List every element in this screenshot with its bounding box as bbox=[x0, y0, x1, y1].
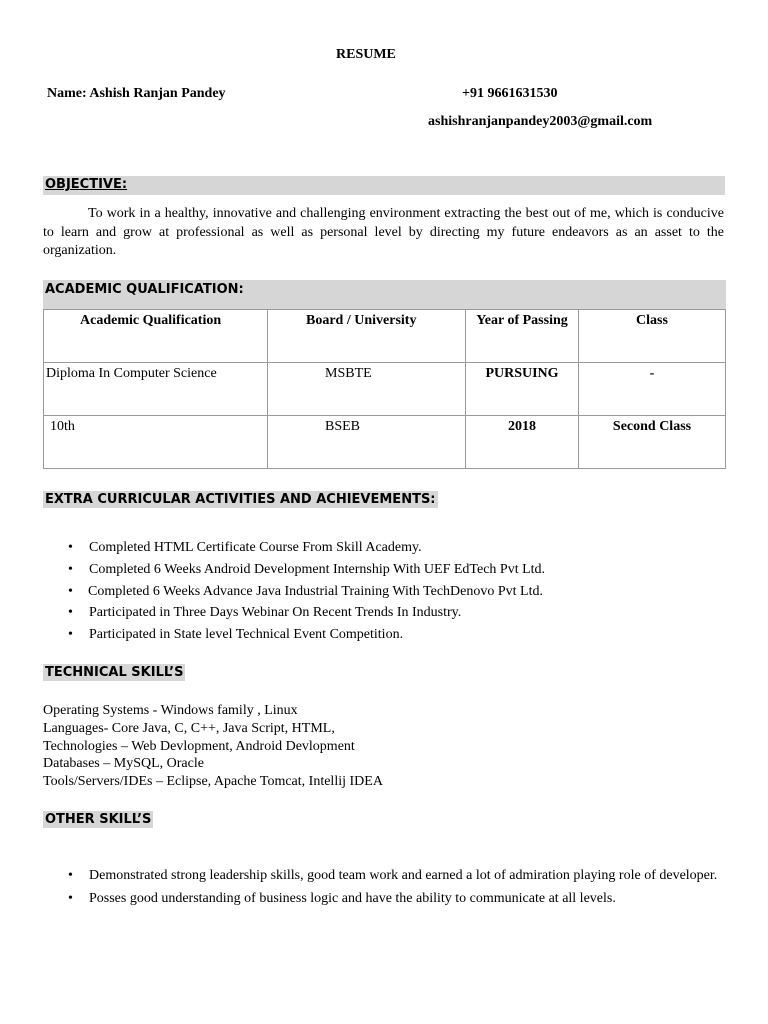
objective-heading: OBJECTIVE: bbox=[45, 177, 128, 192]
academic-table bbox=[43, 309, 726, 469]
list-item bbox=[68, 890, 718, 908]
list-item bbox=[68, 867, 718, 885]
table-cell: Diploma In Computer Science bbox=[46, 366, 217, 381]
table-cell: PURSUING bbox=[485, 366, 559, 381]
extra-list bbox=[68, 537, 545, 646]
other-list bbox=[68, 867, 718, 912]
list-item-text: Completed 6 Weeks Android Development Internship With UEF EdTech Pvt Ltd. bbox=[89, 561, 546, 577]
bullet-icon: • bbox=[68, 540, 73, 555]
table-cell: 2018 bbox=[508, 419, 536, 434]
list-item bbox=[68, 581, 545, 603]
candidate-name: Name: Ashish Ranjan Pandey bbox=[47, 86, 226, 101]
list-item-text: Completed 6 Weeks Advance Java Industrial Training With TechDenovo Pvt Ltd. bbox=[88, 583, 543, 599]
list-item bbox=[68, 559, 545, 581]
skill-line: Tools/Servers/IDEs – Eclipse, Apache Tomcat, Intellij IDEA bbox=[43, 774, 383, 790]
column-header: Academic Qualification bbox=[80, 313, 222, 328]
skill-line: Databases – MySQL, Oracle bbox=[43, 756, 204, 772]
list-item bbox=[68, 602, 545, 624]
table-cell: MSBTE bbox=[325, 366, 372, 381]
technical-heading: TECHNICAL SKILL’S bbox=[45, 665, 184, 680]
technical-skills bbox=[43, 702, 383, 791]
table-cell: - bbox=[649, 366, 655, 381]
phone-number: +91 9661631530 bbox=[462, 86, 558, 101]
list-item bbox=[68, 624, 545, 646]
list-item bbox=[68, 537, 545, 559]
email-address: ashishranjanpandey2003@gmail.com bbox=[428, 114, 653, 129]
column-header: Class bbox=[636, 313, 668, 328]
table-row bbox=[44, 416, 726, 469]
column-header: Board / University bbox=[306, 313, 417, 328]
list-item-text: Participated in State level Technical Event Competition. bbox=[89, 627, 404, 643]
list-item-text: Posses good understanding of business logic and have the ability to communicate at all levels. bbox=[89, 890, 616, 906]
bullet-icon: • bbox=[68, 583, 73, 599]
academic-heading: ACADEMIC QUALIFICATION: bbox=[45, 282, 244, 297]
objective-bar bbox=[43, 176, 725, 195]
other-heading: OTHER SKILL’S bbox=[45, 812, 152, 827]
bullet-icon: • bbox=[68, 605, 73, 621]
bullet-icon: • bbox=[68, 868, 73, 883]
list-item-text: Demonstrated strong leadership skills, good team work and earned a lot of admiration playing role of developer. bbox=[89, 868, 718, 883]
resume-title: RESUME bbox=[336, 47, 396, 62]
extra-heading: EXTRA CURRICULAR ACTIVITIES AND ACHIEVEMENTS: bbox=[45, 492, 436, 507]
bullet-icon: • bbox=[68, 561, 73, 577]
table-cell: 10th bbox=[50, 419, 75, 434]
bullet-icon: • bbox=[68, 627, 73, 643]
objective-text bbox=[43, 205, 724, 261]
skill-line: Languages- Core Java, C, C++, Java Script, HTML, bbox=[43, 720, 335, 736]
bullet-icon: • bbox=[68, 890, 73, 906]
table-cell: BSEB bbox=[325, 419, 361, 434]
table-row bbox=[44, 363, 726, 416]
column-header: Year of Passing bbox=[476, 313, 568, 328]
list-item-text: Participated in Three Days Webinar On Recent Trends In Industry. bbox=[89, 605, 462, 621]
table-header-row bbox=[44, 310, 726, 363]
skill-line: Technologies – Web Devlopment, Android Devlopment bbox=[43, 738, 355, 754]
objective-paragraph: To work in a healthy, innovative and challenging environment extracting the best out of me, which is conducive to learn and grow at professional as well as personal level by directing my future endeavors as an asset to the organization. bbox=[43, 206, 724, 258]
table-cell: Second Class bbox=[612, 419, 692, 434]
skill-line: Operating Systems - Windows family , Linux bbox=[43, 703, 298, 718]
list-item-text: Completed HTML Certificate Course From Skill Academy. bbox=[89, 540, 422, 555]
